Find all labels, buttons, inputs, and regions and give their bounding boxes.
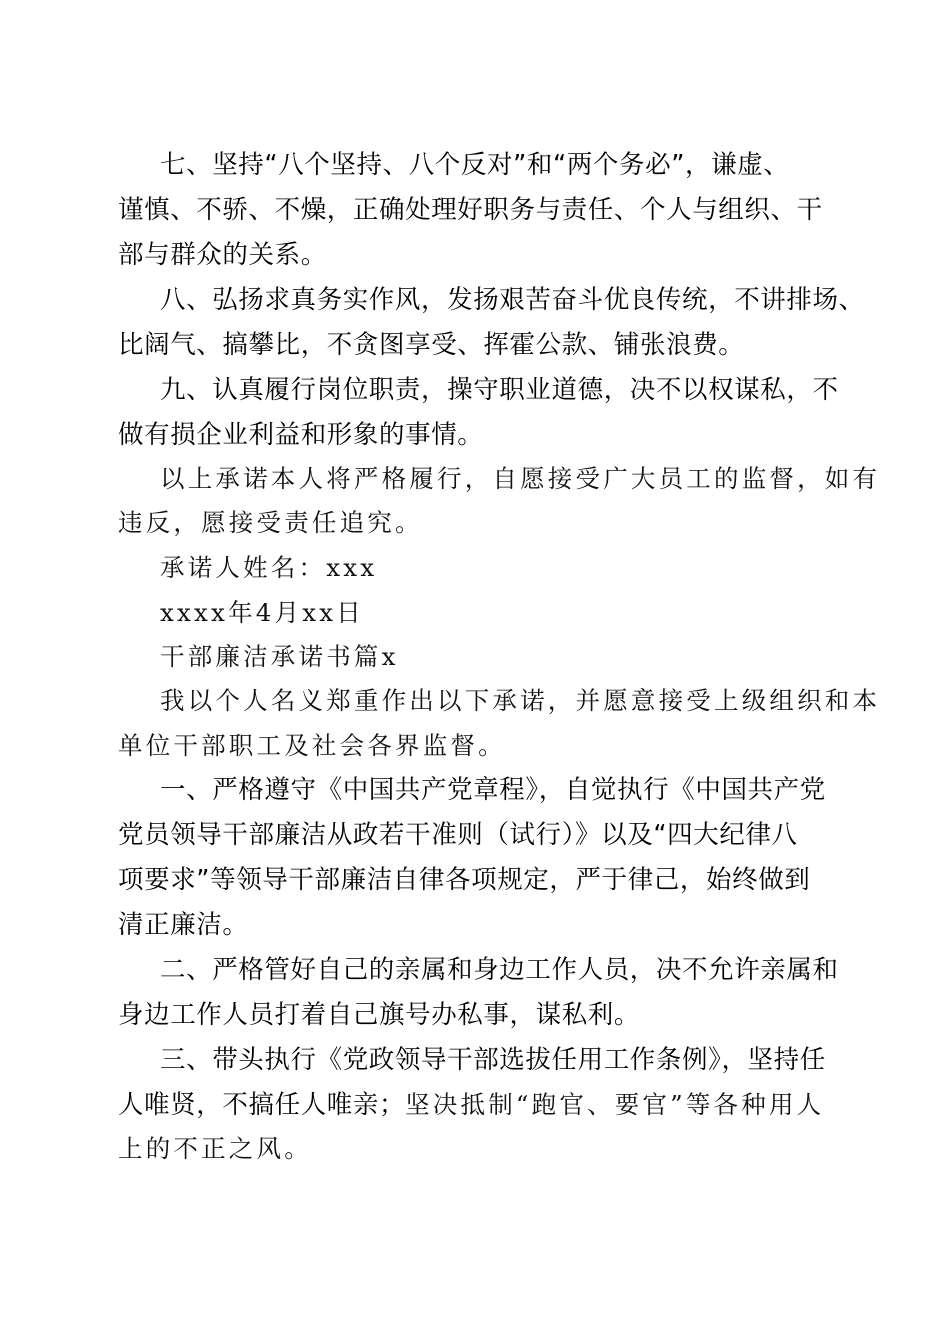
clause-8-line-2: 比阔气、搞攀比，不贪图享受、挥霍公款、铺张浪费。 bbox=[118, 330, 745, 360]
clause-3-line-2-part-1: 人唯贤，不搞任人唯亲； bbox=[118, 1090, 406, 1120]
signature-date: xxxx年4月xx日 bbox=[160, 598, 364, 627]
clause-3-line-3: 上的不正之风。 bbox=[118, 1134, 312, 1163]
intro-line-2: 单位干部职工及社会各界监督。 bbox=[118, 731, 506, 760]
clause-1-line-3: 项要求”等领导干部廉洁自律各项规定，严于律己，始终做到 bbox=[118, 865, 811, 895]
clause-9-line-1: 九、认真履行岗位职责，操守职业道德，决不以权谋私，不 bbox=[160, 375, 839, 405]
section-title: 干部廉洁承诺书篇x bbox=[160, 642, 399, 671]
clause-3-line-2 bbox=[118, 1090, 825, 1120]
pledge-closing-line-2: 违反，愿接受责任追究。 bbox=[118, 508, 423, 537]
clause-7-line-3: 部与群众的关系。 bbox=[118, 240, 327, 270]
clause-2-line-1: 二、严格管好自己的亲属和身边工作人员，决不允许亲属和 bbox=[160, 955, 839, 985]
pledge-closing-line-1: 以上承诺本人将严格履行，自愿接受广大员工的监督，如有 bbox=[160, 464, 881, 493]
signatory-name: 承诺人姓名：xxx bbox=[160, 553, 378, 582]
clause-2-line-2: 身边工作人员打着自己旗号办私事，谋私利。 bbox=[118, 1000, 641, 1030]
clause-8-line-1: 八、弘扬求真务实作风，发扬艰苦奋斗优良传统，不讲排场、 bbox=[160, 285, 865, 315]
clause-9-line-2: 做有损企业利益和形象的事情。 bbox=[118, 420, 484, 450]
clause-1-line-1: 一、严格遵守《中国共产党章程》，自觉执行《中国共产党 bbox=[160, 775, 826, 805]
clause-7-line-2: 谨慎、不骄、不燥，正确处理好职务与责任、个人与组织、干 bbox=[118, 195, 823, 225]
clause-3-line-2-part-2: 坚决抵制“跑官、要官”等各种用人 bbox=[405, 1090, 825, 1119]
clause-1-line-2: 党员领导干部廉洁从政若干准则（试行）》以及“四大纪律八 bbox=[118, 820, 798, 850]
intro-line-1: 我以个人名义郑重作出以下承诺，并愿意接受上级组织和本 bbox=[160, 686, 881, 715]
clause-7-line-1: 七、坚持“八个坚持、八个反对”和“两个务必”，谦虚、 bbox=[160, 150, 790, 180]
clause-3-line-1: 三、带头执行《党政领导干部选拔任用工作条例》，坚持任 bbox=[160, 1045, 826, 1075]
clause-1-line-4: 清正廉洁。 bbox=[118, 910, 249, 940]
